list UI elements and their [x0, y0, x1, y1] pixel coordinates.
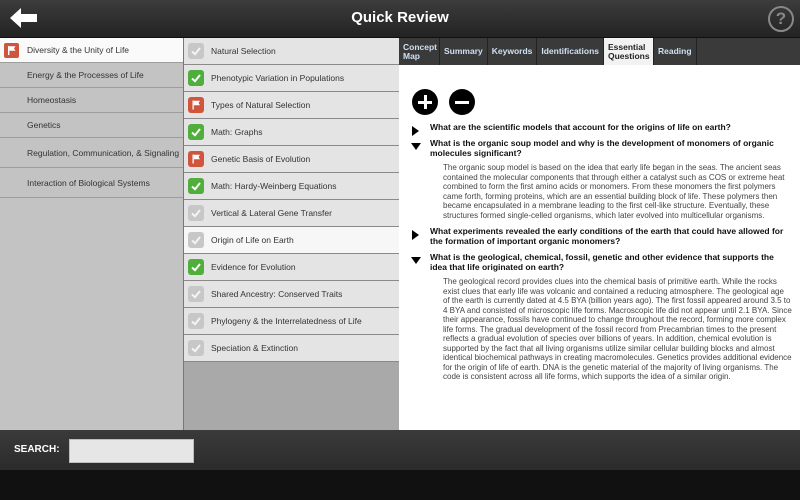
subtopic-label: Evidence for Evolution [211, 262, 296, 272]
app-header [0, 0, 800, 38]
subtopic-item-origin-of-life-on-earth[interactable] [184, 227, 399, 254]
subtopic-label: Natural Selection [211, 46, 276, 56]
topic-item-regulation-communication-and-signaling[interactable] [0, 138, 183, 168]
subtopic-item-evidence-for-evolution[interactable] [184, 254, 399, 281]
topic-item-diversity-and-the-unity-of-life[interactable] [0, 38, 183, 63]
subtopic-label: Vertical & Lateral Gene Transfer [211, 208, 332, 218]
subtopic-label: Genetic Basis of Evolution [211, 154, 311, 164]
checkmark-icon [188, 43, 204, 59]
topic-list [0, 38, 183, 430]
collapse-all-button[interactable] [449, 89, 475, 115]
subtopic-item-math-hardy-weinberg-equations[interactable] [184, 173, 399, 200]
system-nav-bar [0, 470, 800, 500]
question-text[interactable]: What is the geological, chemical, fossil, genetic and other evidence that supports the idea that life originated on earth? [430, 252, 774, 272]
checkmark-icon [188, 124, 204, 140]
question-item [411, 252, 792, 382]
question-text[interactable]: What experiments revealed the early conditions of the earth that could have allowed for the formation of important organic monomers? [430, 226, 784, 246]
checkmark-icon [188, 178, 204, 194]
question-text[interactable]: What is the organic soup model and why is the development of monomers of organic molecules significant? [430, 138, 774, 158]
triangle-right-icon[interactable] [411, 227, 421, 237]
search-input[interactable] [69, 439, 194, 463]
subtopic-label: Origin of Life on Earth [211, 235, 294, 245]
topic-item-interaction-of-biological-systems[interactable] [0, 168, 183, 198]
topic-item-genetics[interactable] [0, 113, 183, 138]
triangle-down-icon[interactable] [411, 139, 421, 149]
subtopic-label: Speciation & Extinction [211, 343, 298, 353]
topic-item-energy-and-the-processes-of-life[interactable] [0, 63, 183, 88]
topic-label: Interaction of Biological Systems [27, 177, 150, 188]
question-text[interactable]: What are the scientific models that account for the origins of life on earth? [430, 122, 731, 132]
question-item [411, 122, 792, 132]
flag-icon [4, 43, 19, 58]
tab-essential-questions[interactable]: Essential Questions [604, 38, 654, 65]
topic-label: Regulation, Communication, & Signaling [27, 147, 180, 158]
flag-icon [188, 97, 204, 113]
topic-label: Diversity & the Unity of Life [27, 45, 130, 55]
plus-icon-vertical [424, 95, 427, 109]
subtopic-item-shared-ancestry-conserved-traits[interactable] [184, 281, 399, 308]
triangle-right-icon[interactable] [411, 123, 421, 133]
checkmark-icon [188, 232, 204, 248]
checkmark-icon [188, 286, 204, 302]
subtopic-item-genetic-basis-of-evolution[interactable] [184, 146, 399, 173]
subtopic-item-math-graphs[interactable] [184, 119, 399, 146]
question-list [411, 122, 792, 388]
checkmark-icon [188, 340, 204, 356]
page-title: Quick Review [351, 9, 449, 26]
expand-controls [412, 89, 482, 115]
subtopic-item-phenotypic-variation-in-populations[interactable] [184, 65, 399, 92]
subtopic-item-phylogeny-and-the-interrelatedness-of-life[interactable] [184, 308, 399, 335]
subtopic-label: Math: Hardy-Weinberg Equations [211, 181, 337, 191]
essential-questions-content [399, 65, 800, 430]
tab-bar [399, 38, 800, 65]
tab-identifications[interactable]: Identifications [537, 38, 604, 65]
subtopic-label: Shared Ancestry: Conserved Traits [211, 289, 343, 299]
question-item [411, 138, 792, 220]
tab-concept-map[interactable]: Concept Map [399, 38, 440, 65]
subtopic-item-speciation-and-extinction[interactable] [184, 335, 399, 362]
topic-label: Energy & the Processes of Life [27, 70, 144, 80]
topic-label: Homeostasis [27, 95, 77, 105]
subtopic-list [183, 38, 399, 430]
subtopic-label: Phylogeny & the Interrelatedness of Life [211, 316, 362, 326]
content-panel [399, 38, 800, 430]
checkmark-icon [188, 70, 204, 86]
checkmark-icon [188, 259, 204, 275]
subtopic-item-types-of-natural-selection[interactable] [184, 92, 399, 119]
tab-summary[interactable]: Summary [440, 38, 488, 65]
topic-item-homeostasis[interactable] [0, 88, 183, 113]
triangle-down-icon[interactable] [411, 253, 421, 263]
search-label: SEARCH: [14, 444, 60, 455]
expand-all-button[interactable] [412, 89, 438, 115]
answer-text: The geological record provides clues into the chemical basis of primitive earth. While the rocks exist clues that early life was volcanic and contained a reducing atmosphere. The geological age of the earth is currently dated at 4.5 BYA (billion years ago). The first fossil appeared around 3.5 to 4 BYA and consisted of microscopic life forms. Macroscopic life did not appear until 2.1 BYA. Since their appearance, fossils have continued to change throughout the record, forming more complex life forms. The gradual development of the fossil record from Precambrian times to the present reflects a gradual evolution of species over billions of years. In addition, chemical evolution is supported by the fact that all living organisms utilize similar cellular building blocks and almost identical biochemical pathways in creating macromolecules. Genetics provides additional evidence for the origin of life of earth. DNA is the genetic material of the majority of living organisms. The code is consistent across all life forms, which supports the idea of a similar origin. [443, 277, 792, 381]
search-bar [0, 430, 800, 470]
flag-icon [188, 151, 204, 167]
minus-icon [455, 101, 469, 104]
tab-reading[interactable]: Reading [654, 38, 697, 65]
checkmark-icon [188, 205, 204, 221]
question-item [411, 226, 792, 246]
topic-label: Genetics [27, 120, 61, 130]
tab-keywords[interactable]: Keywords [488, 38, 538, 65]
subtopic-label: Math: Graphs [211, 127, 263, 137]
subtopic-label: Types of Natural Selection [211, 100, 311, 110]
subtopic-item-vertical-and-lateral-gene-transfer[interactable] [184, 200, 399, 227]
subtopic-item-natural-selection[interactable] [184, 38, 399, 65]
answer-text: The organic soup model is based on the idea that early life began in the seas. The ancient seas contained the molecular components that through either a catalyst such as COS or extreme heat combined to form the first amino acids or monomers. From these monomers the first polymers came forth, forming proteins, which are an essential building block of life. These polymers then became encapsulated in a membrane leading to the first cell-like structure. Eventually, these structures formed single-celled organisms, which later evolved into multicellular organisms. [443, 163, 785, 220]
checkmark-icon [188, 313, 204, 329]
subtopic-label: Phenotypic Variation in Populations [211, 73, 345, 83]
help-icon[interactable]: ? [768, 6, 794, 32]
